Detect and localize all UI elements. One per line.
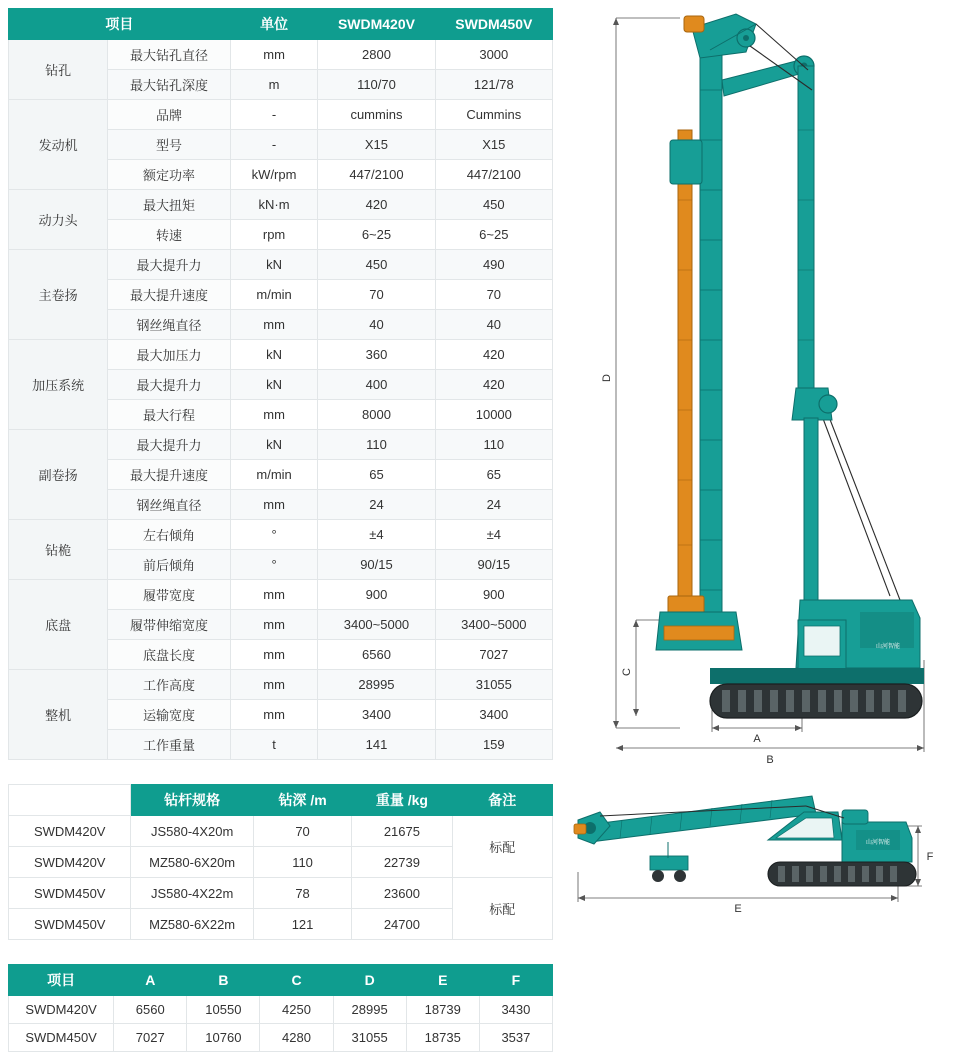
- row-label: 最大钻孔深度: [108, 70, 231, 100]
- dim-a: 6560: [114, 996, 187, 1024]
- side-upper-structure: [768, 810, 912, 862]
- group-label: 副卷扬: [9, 430, 108, 520]
- row-value-1: 450: [318, 250, 435, 280]
- upper-frame: [710, 668, 924, 684]
- col-header-weight: 重量 /kg: [352, 785, 452, 816]
- row-unit: m/min: [230, 460, 317, 490]
- row-value-2: 447/2100: [435, 160, 552, 190]
- row-label: 运输宽度: [108, 700, 231, 730]
- drill-rod-table: [8, 784, 553, 940]
- row-value-1: 3400~5000: [318, 610, 435, 640]
- row-unit: kN: [230, 250, 317, 280]
- machine-side-view-drawing: [574, 796, 934, 915]
- row-value-2: 450: [435, 190, 552, 220]
- top-sheave-guard: [684, 16, 704, 32]
- dimensions-table-head: [9, 965, 553, 996]
- mast-support-column: [798, 66, 814, 396]
- dim-c: 4280: [260, 1024, 333, 1052]
- row-unit: mm: [230, 610, 317, 640]
- rod-depth: 78: [253, 878, 351, 909]
- row-value-2: 490: [435, 250, 552, 280]
- side-track-shoes: [778, 866, 897, 882]
- row-label: 工作高度: [108, 670, 231, 700]
- table-row: [9, 190, 553, 220]
- rod-spec: MZ580-6X22m: [131, 909, 253, 940]
- row-label: 型号: [108, 130, 231, 160]
- row-unit: -: [230, 100, 317, 130]
- dimensions-table: [8, 964, 553, 1052]
- table-row: [9, 520, 553, 550]
- col-header-c: C: [260, 965, 333, 996]
- rod-depth: 110: [253, 847, 351, 878]
- support-ropes: [750, 24, 900, 600]
- row-value-1: 420: [318, 190, 435, 220]
- row-value-1: 65: [318, 460, 435, 490]
- row-value-2: 31055: [435, 670, 552, 700]
- row-value-1: 447/2100: [318, 160, 435, 190]
- row-unit: mm: [230, 580, 317, 610]
- table-row: [9, 100, 553, 130]
- row-label: 左右倾角: [108, 520, 231, 550]
- head-sheave-hub: [743, 35, 749, 41]
- row-unit: kN·m: [230, 190, 317, 220]
- row-label: 最大加压力: [108, 340, 231, 370]
- specifications-table-body: [9, 40, 553, 760]
- rod-depth: 121: [253, 909, 351, 940]
- row-label: 履带伸缩宽度: [108, 610, 231, 640]
- row-value-2: 65: [435, 460, 552, 490]
- table-gap-2: [8, 940, 553, 964]
- row-value-2: Cummins: [435, 100, 552, 130]
- row-value-2: 6~25: [435, 220, 552, 250]
- row-label: 转速: [108, 220, 231, 250]
- mast-body: [700, 40, 722, 632]
- group-label: 钻孔: [9, 40, 108, 100]
- rod-model: SWDM450V: [9, 909, 131, 940]
- table-row: [9, 340, 553, 370]
- col-header-unit: 单位: [230, 9, 317, 40]
- row-label: 最大提升速度: [108, 280, 231, 310]
- row-label: 最大提升速度: [108, 460, 231, 490]
- tables-column: [8, 8, 553, 1052]
- row-value-2: 121/78: [435, 70, 552, 100]
- row-value-2: 900: [435, 580, 552, 610]
- row-value-1: cummins: [318, 100, 435, 130]
- dim-b: 10760: [187, 1024, 260, 1052]
- dim-e: 18739: [406, 996, 479, 1024]
- dim-model: SWDM450V: [9, 1024, 114, 1052]
- row-value-1: 900: [318, 580, 435, 610]
- row-label: 品牌: [108, 100, 231, 130]
- row-value-1: 90/15: [318, 550, 435, 580]
- row-label: 最大扭矩: [108, 190, 231, 220]
- dim-d: 28995: [333, 996, 406, 1024]
- row-value-1: 2800: [318, 40, 435, 70]
- table-row: [9, 878, 553, 909]
- dimension-label-c: C: [621, 668, 633, 676]
- dim-f: 3430: [479, 996, 552, 1024]
- col-header-e: E: [406, 965, 479, 996]
- row-unit: mm: [230, 310, 317, 340]
- machine-illustration-front: [656, 14, 924, 718]
- row-label: 最大钻孔直径: [108, 40, 231, 70]
- row-value-1: 70: [318, 280, 435, 310]
- row-value-1: 3400: [318, 700, 435, 730]
- row-value-2: 3400~5000: [435, 610, 552, 640]
- lower-support-strut: [804, 418, 818, 608]
- dim-model: SWDM420V: [9, 996, 114, 1024]
- col-header-a: A: [114, 965, 187, 996]
- row-label: 钢丝绳直径: [108, 490, 231, 520]
- dim-f: 3537: [479, 1024, 552, 1052]
- group-label: 主卷扬: [9, 250, 108, 340]
- row-value-2: 420: [435, 340, 552, 370]
- dim-d: 31055: [333, 1024, 406, 1052]
- row-unit: mm: [230, 490, 317, 520]
- machine-front-view-drawing: [560, 0, 960, 1024]
- col-header-rod-spec: 钻杆规格: [131, 785, 253, 816]
- dim-a: 7027: [114, 1024, 187, 1052]
- table-gap: [8, 760, 553, 784]
- row-value-1: 24: [318, 490, 435, 520]
- rod-weight: 21675: [352, 816, 452, 847]
- dim-e: 18735: [406, 1024, 479, 1052]
- rod-depth: 70: [253, 816, 351, 847]
- col-header-d: D: [333, 965, 406, 996]
- table-row: [9, 1024, 553, 1052]
- row-unit: °: [230, 520, 317, 550]
- row-value-1: 6560: [318, 640, 435, 670]
- rod-spec: MZ580-6X20m: [131, 847, 253, 878]
- row-label: 最大提升力: [108, 370, 231, 400]
- house-panel: [860, 612, 914, 648]
- group-label: 底盘: [9, 580, 108, 670]
- col-header-model-2: SWDM450V: [435, 9, 552, 40]
- row-unit: kN: [230, 340, 317, 370]
- rod-note: 标配: [452, 816, 552, 878]
- rod-weight: 23600: [352, 878, 452, 909]
- row-value-2: X15: [435, 130, 552, 160]
- drill-rod-table-body: [9, 816, 553, 940]
- table-row: [9, 430, 553, 460]
- row-value-2: 420: [435, 370, 552, 400]
- col-header-item: 项目: [9, 965, 114, 996]
- row-label: 前后倾角: [108, 550, 231, 580]
- row-label: 履带宽度: [108, 580, 231, 610]
- row-value-1: 360: [318, 340, 435, 370]
- group-label: 钻桅: [9, 520, 108, 580]
- row-unit: mm: [230, 400, 317, 430]
- col-header-b: B: [187, 965, 260, 996]
- row-value-2: 110: [435, 430, 552, 460]
- brand-mark-front: 山河智能: [875, 644, 901, 650]
- col-header-item: 项目: [9, 9, 231, 40]
- col-header-model-1: SWDM420V: [318, 9, 435, 40]
- rod-note: 标配: [452, 878, 552, 940]
- dimension-label-e: E: [734, 903, 742, 915]
- group-label: 整机: [9, 670, 108, 760]
- col-header-note: 备注: [452, 785, 552, 816]
- specifications-table: [8, 8, 553, 760]
- row-label: 工作重量: [108, 730, 231, 760]
- row-value-1: 141: [318, 730, 435, 760]
- row-value-2: 7027: [435, 640, 552, 670]
- table-header-row: [9, 785, 553, 816]
- brand-mark-side: 山河智能: [865, 840, 891, 846]
- row-value-2: 3000: [435, 40, 552, 70]
- dimension-label-b: B: [766, 754, 774, 766]
- rod-spec: JS580-4X22m: [131, 878, 253, 909]
- row-value-2: 159: [435, 730, 552, 760]
- group-label: 发动机: [9, 100, 108, 190]
- dim-c: 4250: [260, 996, 333, 1024]
- row-value-2: 24: [435, 490, 552, 520]
- transport-cradle: [650, 842, 688, 882]
- table-row: [9, 816, 553, 847]
- table-row: [9, 670, 553, 700]
- col-header-f: F: [479, 965, 552, 996]
- boom-joint-sheave: [819, 395, 837, 413]
- mast-upper-link: [722, 60, 806, 96]
- row-value-1: 110/70: [318, 70, 435, 100]
- row-label: 底盘长度: [108, 640, 231, 670]
- row-unit: mm: [230, 670, 317, 700]
- cab-window: [804, 626, 840, 656]
- row-unit: kN: [230, 430, 317, 460]
- row-value-1: 400: [318, 370, 435, 400]
- group-label: 动力头: [9, 190, 108, 250]
- row-value-2: 40: [435, 310, 552, 340]
- dimension-label-a: A: [753, 733, 761, 745]
- table-row: [9, 996, 553, 1024]
- row-unit: kN: [230, 370, 317, 400]
- row-unit: °: [230, 550, 317, 580]
- rod-weight: 24700: [352, 909, 452, 940]
- col-header-blank: [9, 785, 131, 816]
- row-value-2: 90/15: [435, 550, 552, 580]
- row-label: 额定功率: [108, 160, 231, 190]
- row-value-2: ±4: [435, 520, 552, 550]
- row-value-1: X15: [318, 130, 435, 160]
- row-unit: m: [230, 70, 317, 100]
- row-unit: rpm: [230, 220, 317, 250]
- row-unit: kW/rpm: [230, 160, 317, 190]
- dimension-label-d: D: [601, 374, 613, 382]
- rod-model: SWDM450V: [9, 878, 131, 909]
- table-row: [9, 40, 553, 70]
- dim-b: 10550: [187, 996, 260, 1024]
- row-label: 最大行程: [108, 400, 231, 430]
- rod-spec: JS580-4X20m: [131, 816, 253, 847]
- row-value-1: 28995: [318, 670, 435, 700]
- drawings-column: [560, 0, 960, 1024]
- kelly-bar: [678, 130, 692, 600]
- rod-weight: 22739: [352, 847, 452, 878]
- row-unit: t: [230, 730, 317, 760]
- row-value-2: 3400: [435, 700, 552, 730]
- drill-rod-table-head: [9, 785, 553, 816]
- rod-model: SWDM420V: [9, 816, 131, 847]
- table-row: [9, 580, 553, 610]
- table-header-row: [9, 9, 553, 40]
- front-support-pad: [664, 626, 734, 640]
- row-label: 最大提升力: [108, 250, 231, 280]
- rotary-power-head: [670, 140, 702, 184]
- row-label: 钢丝绳直径: [108, 310, 231, 340]
- rod-model: SWDM420V: [9, 847, 131, 878]
- specifications-table-head: [9, 9, 553, 40]
- dimension-label-f: F: [926, 851, 934, 863]
- row-unit: mm: [230, 700, 317, 730]
- row-value-1: 40: [318, 310, 435, 340]
- table-header-row: [9, 965, 553, 996]
- col-header-depth: 钻深 /m: [253, 785, 351, 816]
- row-unit: mm: [230, 40, 317, 70]
- row-value-1: 6~25: [318, 220, 435, 250]
- row-unit: -: [230, 130, 317, 160]
- row-value-1: ±4: [318, 520, 435, 550]
- row-label: 最大提升力: [108, 430, 231, 460]
- row-value-1: 110: [318, 430, 435, 460]
- table-row: [9, 250, 553, 280]
- row-unit: m/min: [230, 280, 317, 310]
- row-value-2: 70: [435, 280, 552, 310]
- group-label: 加压系统: [9, 340, 108, 430]
- row-value-2: 10000: [435, 400, 552, 430]
- row-value-1: 8000: [318, 400, 435, 430]
- row-unit: mm: [230, 640, 317, 670]
- side-counterweight: [842, 810, 868, 824]
